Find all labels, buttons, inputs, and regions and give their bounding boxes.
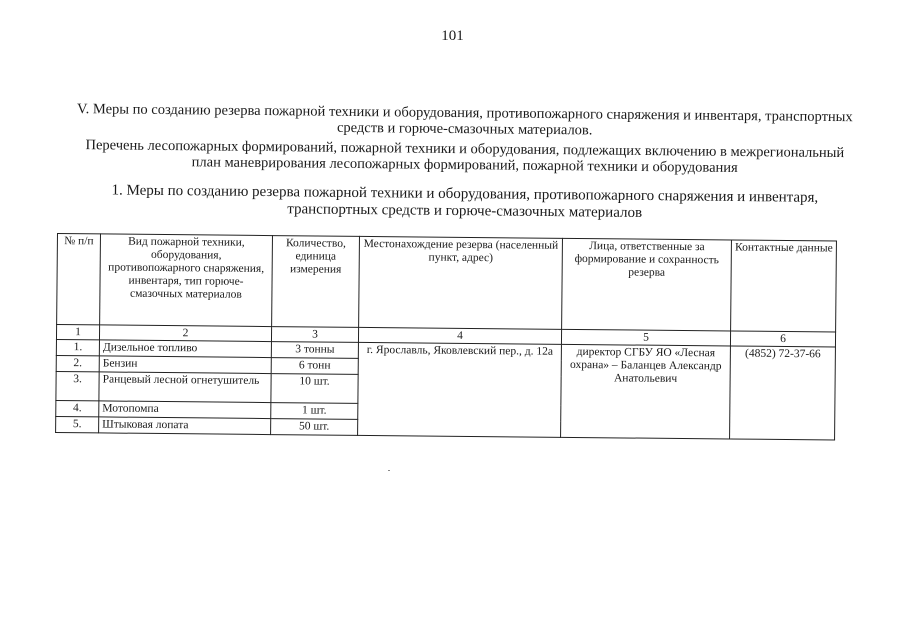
list-heading: Перечень лесопожарных формирований, пожарной техники и оборудования, подлежащих включению в межрегиональный план маневрирования лесопожарных формирований, пожарной техники и оборудования <box>85 137 845 176</box>
row-num: 5. <box>56 416 99 432</box>
header-num: № п/п <box>57 234 101 325</box>
column-number: 5 <box>561 329 730 346</box>
column-number: 4 <box>358 327 561 344</box>
page-number: 101 <box>441 28 464 44</box>
header-type: Вид пожарной техники, оборудования, противопожарного снаряжения, инвентаря, тип горюче-смазочных материалов <box>100 234 273 327</box>
section-heading: V. Меры по созданию резерва пожарной техники и оборудования, противопожарного снаряжения и инвентаря, транспортных средств и горюче-смазочных материалов. <box>76 101 853 139</box>
row-type: Ранцевый лесной огнетушитель <box>99 372 271 403</box>
row-num: 3. <box>56 371 99 400</box>
contact-phone: (4852) 72-37-66 <box>730 346 836 440</box>
header-contacts: Контактные данные <box>731 240 837 332</box>
reserve-table <box>55 233 837 440</box>
responsible-person: директор СГБУ ЯО «Лесная охрана» – Баланцев Александр Анатольевич <box>561 344 731 439</box>
column-number: 3 <box>271 327 358 343</box>
row-num: 4. <box>56 400 99 416</box>
table-header-row <box>57 234 837 332</box>
row-type: Штыковая лопата <box>99 417 271 435</box>
header-responsible: Лица, ответственные за формирование и сохранность резерва <box>562 238 732 331</box>
row-type: Дизельное топливо <box>99 340 271 358</box>
row-qty: 10 шт. <box>271 374 358 404</box>
row-qty: 6 тонн <box>271 358 358 375</box>
row-type: Бензин <box>99 356 271 374</box>
column-number: 6 <box>730 331 835 347</box>
subsection-heading: 1. Меры по созданию резерва пожарной техники и оборудования, противопожарного снаряжения и инвентаря, транспортных средств и горюче-смазочных материалов <box>111 182 819 221</box>
column-number: 2 <box>99 325 271 342</box>
row-qty: 1 шт. <box>271 403 358 420</box>
scan-speck <box>388 470 390 471</box>
row-qty: 50 шт. <box>271 419 358 436</box>
row-num: 1. <box>56 339 99 355</box>
column-number: 1 <box>56 325 99 340</box>
row-num: 2. <box>56 355 99 371</box>
row-qty: 3 тонны <box>271 342 358 359</box>
reserve-location: г. Ярославль, Яковлевский пер., д. 12а <box>358 342 562 437</box>
header-location: Местонахождение резерва (населенный пункт, адрес) <box>359 236 563 329</box>
header-qty: Количество, единица измерения <box>272 236 360 328</box>
row-type: Мотопомпа <box>99 401 271 419</box>
